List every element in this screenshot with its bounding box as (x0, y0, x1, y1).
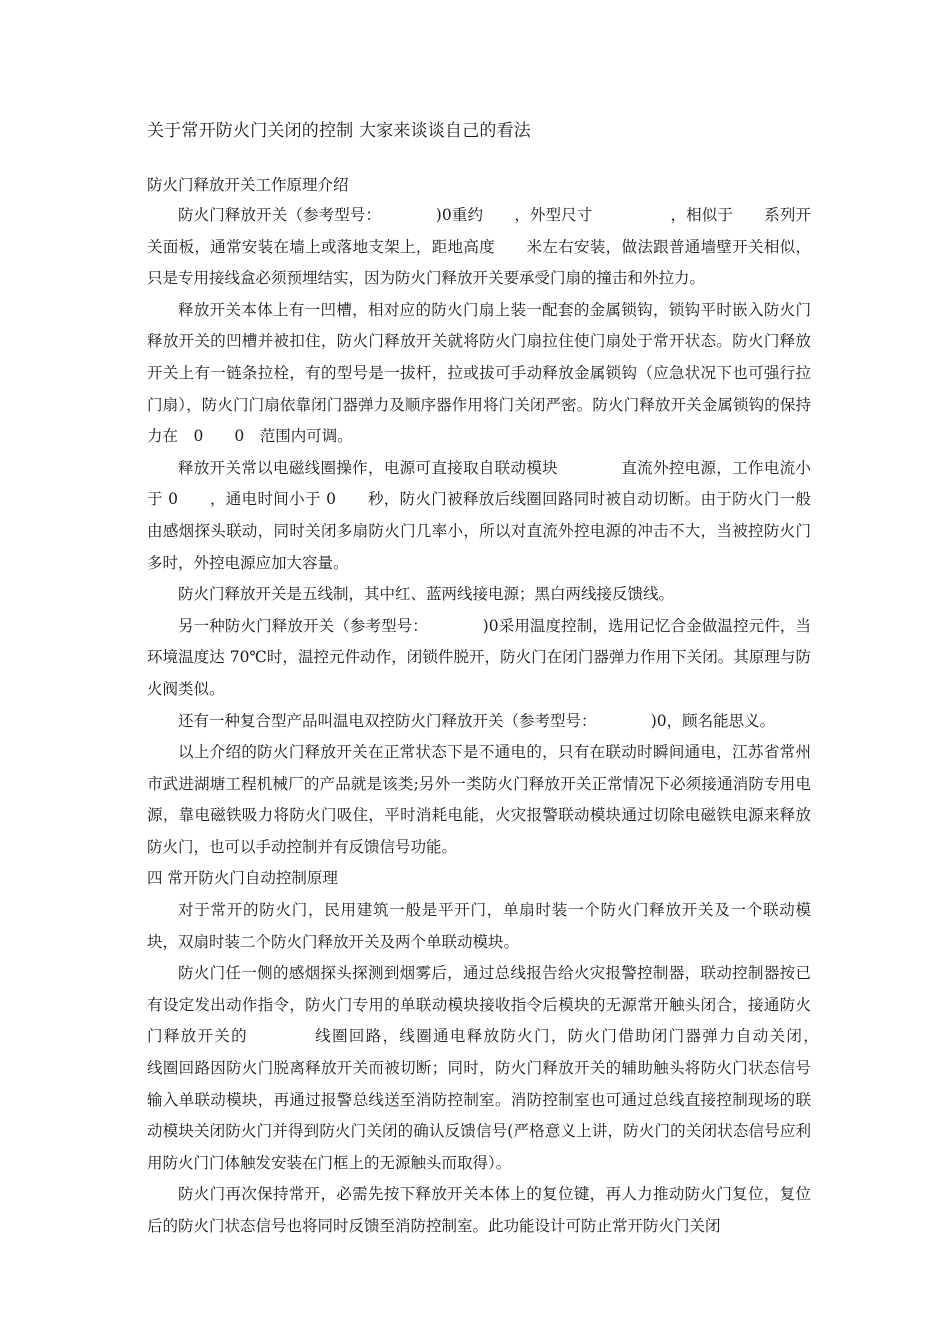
paragraph: 防火门任一侧的感烟探头探测到烟雾后，通过总线报告给火灾报警控制器，联动控制器按已有设定发出动作指令，防火门专用的单联动模块接收指令后模块的无源常开触头闭合，接通防火门释放开关的 线圈回路，线圈通电释放防火门，防火门借助闭门器弹力自动关闭， 线圈回路因防火门脱离释放开关而被切断；同时，防火门释放开关的辅助触头将防火门状态信号输入单联动模块，再通过报警总线送至消防控制室。消防控制室也可通过总线直接控制现场的联动模块关闭防火门并得到防火门关闭的确认反馈信号(严格意义上讲，防火门的关闭状态信号应利用防火门门体触发安装在门框上的无源触头而取得）。 (147, 964, 874, 1172)
document-body (147, 200, 874, 1243)
paragraph: 防火门再次保持常开，必需先按下释放开关本体上的复位键，再人力推动防火门复位，复位后的防火门状态信号也将同时反馈至消防控制室。此功能设计可防止常开防火门关闭 (147, 1185, 811, 1235)
paragraph: 释放开关本体上有一凹槽，相对应的防火门扇上装一配套的金属锁钩，锁钩平时嵌入防火门释放开关的凹槽并被扣住，防火门释放开关就将防火门扇拉住使门扇处于常开状态。防火门释放开关上有一链条拉栓，有的型号是一拔杆，拉或拔可手动释放金属锁钩（应急状况下也可强行拉门扇），防火门门扇依靠闭门器弹力及顺序器作用将门关闭严密。防火门释放开关金属锁钩的保持力在 0 0 范围内可调。 (147, 300, 811, 446)
document-title: 关于常开防火门关闭的控制 大家来谈谈自己的看法 (147, 121, 532, 141)
paragraph: 另一种防火门释放开关（参考型号： )0采用温度控制，选用记忆合金做温控元件，当环境温度达 70℃时，温控元件动作，闭锁件脱开，防火门在闭门器弹力作用下关闭。其原理与防火阀类似。 (147, 616, 811, 698)
paragraph: 释放开关常以电磁线圈操作，电源可直接取自联动模块 直流外控电源，工作电流小于 0 ，通电时间小于 0 秒，防火门被释放后线圈回路同时被自动切断。由于防火门一般由感烟探头联动，同时关闭多扇防火门几率小，所以对直流外控电源的冲击不大，当被控防火门多时，外控电源应加大容量。 (147, 458, 811, 572)
section-heading: 四 常开防火门自动控制原理 (147, 869, 338, 888)
paragraph: 以上介绍的防火门释放开关在正常状态下是不通电的，只有在联动时瞬间通电，江苏省常州市武进湖塘工程机械厂的产品就是该类;另外一类防火门释放开关正常情况下必须接通消防专用电源，靠电磁铁吸力将防火门吸住，平时消耗电能，火灾报警联动模块通过切除电磁铁电源来释放防火门，也可以手动控制并有反馈信号功能。 (147, 743, 811, 856)
paragraph: 防火门释放开关（参考型号： )0重约 ，外型尺寸 ，相似于 系列开关面板，通常安装在墙上或落地支架上，距地高度 米左右安装，做法跟普通墙壁开关相似，只是专用接线盒必须预埋结实，因为防火门释放开关要承受门扇的撞击和外拉力。 (147, 206, 811, 288)
paragraph: 还有一种复合型产品叫温电双控防火门释放开关（参考型号： )0，顾名能思义。 (178, 711, 776, 730)
paragraph: 对于常开的防火门，民用建筑一般是平开门，单扇时装一个防火门释放开关及一个联动模块，双扇时装二个防火门释放开关及两个单联动模块。 (147, 901, 811, 951)
section-heading: 防火门释放开关工作原理介绍 (147, 176, 349, 194)
paragraph: 防火门释放开关是五线制，其中红、蓝两线接电源；黑白两线接反馈线。 (178, 585, 675, 604)
